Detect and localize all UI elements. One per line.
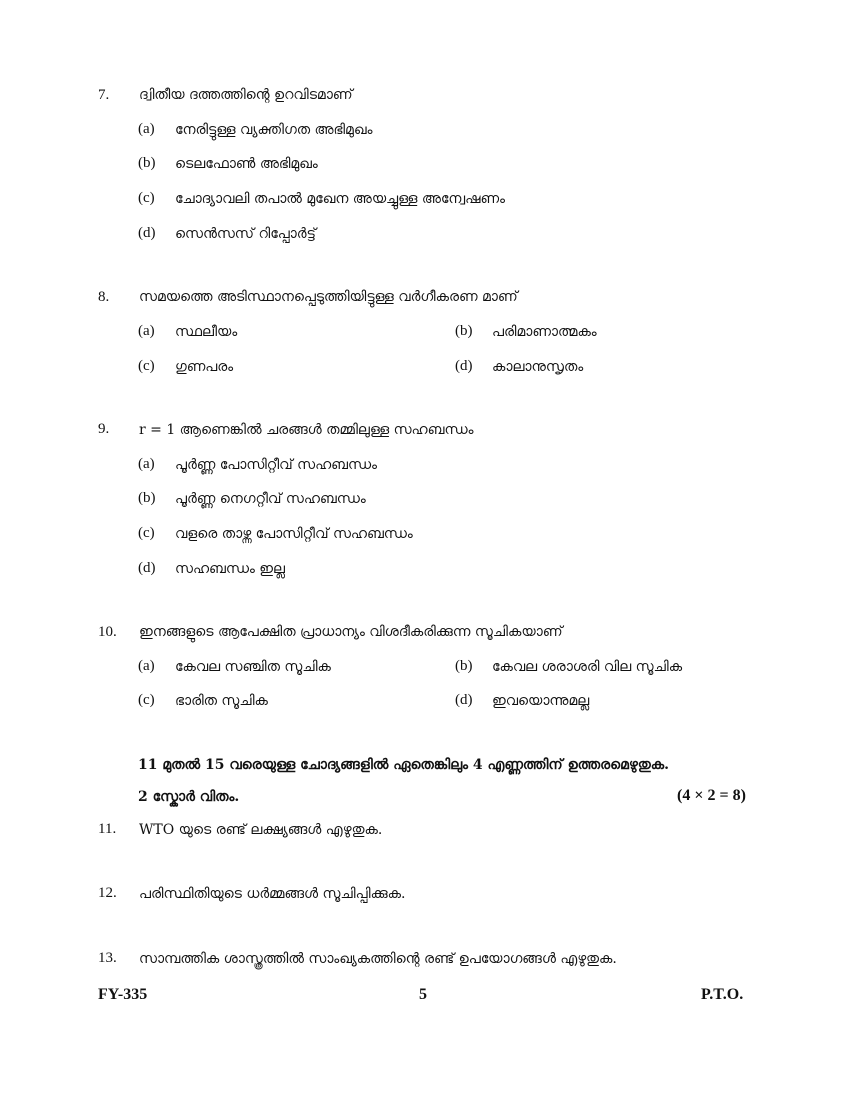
option-text: കാലാനുസൃതം <box>492 359 584 375</box>
option-label: (a) <box>138 323 155 339</box>
option-label: (c) <box>138 190 155 206</box>
question-text: WTO യുടെ രണ്ട് ലക്ഷ്യങ്ങൾ എഴുതുക. <box>139 822 383 838</box>
option-label: (d) <box>455 692 473 708</box>
pto-note: P.T.O. <box>701 986 744 1003</box>
question-number: 7. <box>98 87 110 103</box>
option-text: കേവല സഞ്ചിത സൂചിക <box>175 659 331 675</box>
option-label: (a) <box>138 658 155 674</box>
option-text: സഹബന്ധം ഇല്ല <box>175 561 285 577</box>
marks-note: 2 സ്കോർ വിതം. <box>138 789 240 805</box>
question-text: ദ്വിതീയ ദത്തത്തിന്റെ ഉറവിടമാണ് <box>139 87 353 103</box>
section-instruction: 11 മുതൽ 15 വരെയുള്ള ചോദ്യങ്ങളിൽ ഏതെങ്കിലും 4 എണ്ണത്തിന് ഉത്തരമെഴുതുക. <box>138 757 670 773</box>
question-number: 11. <box>98 821 117 837</box>
question-number: 13. <box>98 950 117 966</box>
question-number: 8. <box>98 289 110 305</box>
option-text: പൂർണ്ണ നെഗറ്റീവ് സഹബന്ധം <box>175 491 366 507</box>
question-number: 12. <box>98 885 117 901</box>
question-text: സമയത്തെ അടിസ്ഥാനപ്പെടുത്തിയിട്ടുള്ള വർഗീകരണ മാണ് <box>139 289 518 305</box>
option-label: (d) <box>138 560 156 576</box>
option-text: സെൻസസ് റിപ്പോർട്ട് <box>175 226 317 242</box>
option-label: (b) <box>138 490 156 506</box>
option-label: (b) <box>455 658 473 674</box>
option-text: പരിമാണാത്മകം <box>492 324 597 340</box>
option-text: ഭാരിത സൂചിക <box>175 693 268 709</box>
option-text: സ്ഥലീയം <box>175 324 238 340</box>
page-number: 5 <box>419 986 427 1003</box>
question-text: പരിസ്ഥിതിയുടെ ധർമ്മങ്ങൾ സൂചിപ്പിക്കുക. <box>139 886 406 902</box>
option-label: (c) <box>138 525 155 541</box>
option-text: ഇവയൊന്നുമല്ല <box>492 693 590 709</box>
option-label: (a) <box>138 456 155 472</box>
paper-code: FY-335 <box>98 986 148 1003</box>
option-label: (d) <box>455 358 473 374</box>
option-text: പൂർണ്ണ പോസിറ്റീവ് സഹബന്ധം <box>175 457 377 473</box>
option-label: (c) <box>138 358 155 374</box>
option-text: ചോദ്യാവലി തപാൽ മുഖേന അയച്ചുള്ള അന്വേഷണം <box>175 191 505 207</box>
question-number: 10. <box>98 624 117 640</box>
option-label: (b) <box>455 323 473 339</box>
option-label: (a) <box>138 121 155 137</box>
option-text: നേരിട്ടുള്ള വ്യക്തിഗത അഭിമുഖം <box>175 122 373 138</box>
option-label: (d) <box>138 225 156 241</box>
question-text: സാമ്പത്തിക ശാസ്ത്രത്തിൽ സാംഖ്യകത്തിന്റെ രണ്ട് ഉപയോഗങ്ങൾ എഴുതുക. <box>139 951 617 967</box>
question-text: ഇനങ്ങളുടെ ആപേക്ഷിത പ്രാധാന്യം വിശദീകരിക്കുന്ന സൂചികയാണ് <box>139 624 563 640</box>
question-number: 9. <box>98 421 110 437</box>
option-text: വളരെ താഴ്ന്ന പോസിറ്റീവ് സഹബന്ധം <box>175 526 413 542</box>
marks-formula: (4 × 2 = 8) <box>677 787 746 804</box>
option-text: കേവല ശരാശരി വില സൂചിക <box>492 659 683 675</box>
option-text: ടെലഫോൺ അഭിമുഖം <box>175 156 318 172</box>
option-label: (c) <box>138 692 155 708</box>
option-text: ഗുണപരം <box>175 359 234 375</box>
question-text: r = 1 ആണെങ്കിൽ ചരങ്ങൾ തമ്മിലുള്ള സഹബന്ധം <box>139 422 474 438</box>
option-label: (b) <box>138 155 156 171</box>
